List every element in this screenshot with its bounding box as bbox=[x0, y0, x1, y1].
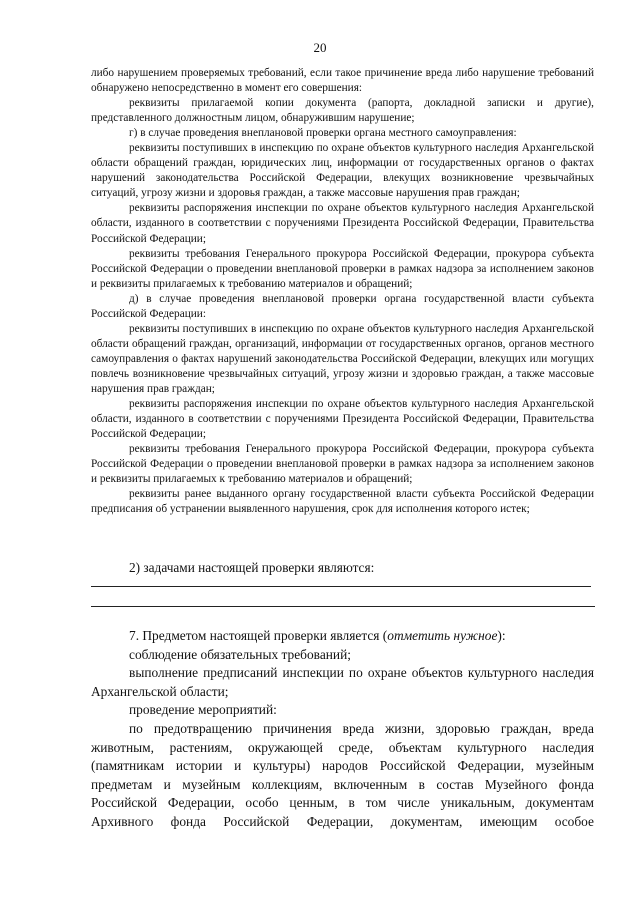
fill-in-line bbox=[91, 606, 595, 607]
paragraph: реквизиты ранее выданного органу государственной власти субъекта Российской Федерации предписания об устранении выявленного нарушения, срок для исполнения которого истек; bbox=[91, 488, 594, 516]
option-compliance: соблюдение обязательных требований; bbox=[129, 646, 351, 662]
paragraph: д) в случае проведения внеплановой проверки органа государственной власти субъекта Российской Федерации: bbox=[91, 292, 594, 320]
paragraph: реквизиты требования Генерального прокурора Российской Федерации, прокурора субъекта Российской Федерации о проведении внеплановой проверки в рамках надзора за исполнением законов и реквизиты прилагаемых к требованию материалов и обращений; bbox=[91, 247, 594, 290]
tasks-heading: 2) задачами настоящей проверки являются: bbox=[129, 560, 375, 575]
paragraph: реквизиты распоряжения инспекции по охране объектов культурного наследия Архангельской области, изданного в соответствии с поручениями Президента Российской Федерации, Правительства Российской Федерации; bbox=[91, 202, 594, 245]
paragraph: реквизиты распоряжения инспекции по охране объектов культурного наследия Архангельской области, изданного в соответствии с поручениями Президента Российской Федерации, Правительства Российской Федерации; bbox=[91, 398, 594, 441]
paragraph: г) в случае проведения внеплановой проверки органа местного самоуправления: bbox=[129, 127, 517, 140]
item-7-prefix: 7. Предметом настоящей проверки является ( bbox=[129, 628, 388, 643]
paragraph: реквизиты требования Генерального прокурора Российской Федерации, прокурора субъекта Российской Федерации о проведении внеплановой проверки в рамках надзора за исполнением законов и реквизиты прилагаемых к требованию материалов и обращений; bbox=[91, 443, 594, 486]
option-prevention: по предотвращению причинения вреда жизни, здоровью граждан, вреда животным, растениям, окружающей среде, объектам культурного наследия (памятникам истории и культуры) народов Российской Федерации, музейным предметам и музейным коллекциям, включенным в состав Музейного фонда Российской Федерации, особо ценным, в том числе уникальным, документам Архивного фонда Российской Федерации, документам, имеющим особое bbox=[91, 720, 594, 829]
paragraph: реквизиты прилагаемой копии документа (рапорта, докладной записки и другие), представленного должностным лицом, обнаружившим нарушение; bbox=[91, 97, 594, 125]
option-orders: выполнение предписаний инспекции по охране объектов культурного наследия Архангельской области; bbox=[91, 665, 594, 699]
requisites-section bbox=[91, 66, 594, 517]
fill-in-line bbox=[91, 586, 591, 587]
option-measures: проведение мероприятий: bbox=[129, 702, 277, 718]
item-7-heading bbox=[91, 627, 594, 646]
page-number: 20 bbox=[313, 40, 327, 55]
inspection-subject-section bbox=[91, 627, 594, 832]
paragraph: реквизиты поступивших в инспекцию по охране объектов культурного наследия Архангельской области обращений граждан, организаций, информации от государственных органов, органов местного самоуправления о фактах нарушений законодательства Российской Федерации, влекущих или могущих повлечь возникновение чрезвычайных ситуаций, угрозу жизни и здоровью граждан, а также массовые нарушения прав граждан; bbox=[91, 322, 594, 395]
item-7-italic-note: отметить нужное bbox=[387, 628, 498, 643]
item-7-suffix: ): bbox=[497, 628, 506, 643]
paragraph: либо нарушением проверяемых требований, если такое причинение вреда либо нарушение требований обнаружено непосредственно в момент его совершения: bbox=[91, 67, 594, 95]
paragraph: реквизиты поступивших в инспекцию по охране объектов культурного наследия Архангельской области обращений граждан, юридических лиц, информации от государственных органов о фактах нарушений законодательства Российской Федерации, влекущих возникновение чрезвычайных ситуаций, угрозу жизни и здоровья граждан, а также массовые нарушения прав граждан; bbox=[91, 142, 594, 200]
